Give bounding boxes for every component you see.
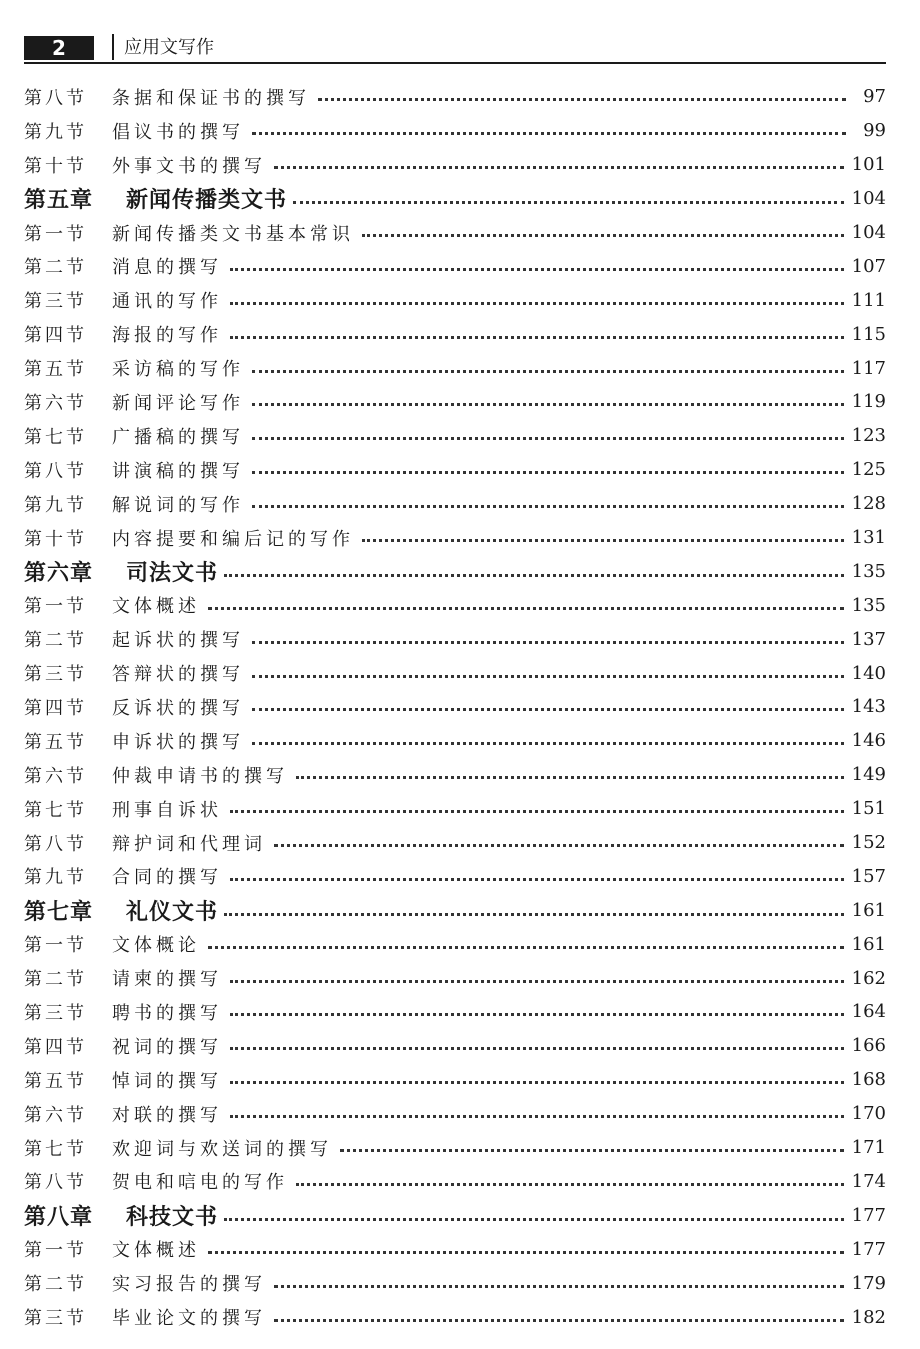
section-number: 第一节 xyxy=(24,1240,87,1262)
dot-leader xyxy=(252,370,844,373)
section-title: 对联的撰写 xyxy=(112,1104,222,1126)
toc-section-entry[interactable] xyxy=(24,724,886,758)
section-number: 第三节 xyxy=(24,1308,87,1329)
toc-page-number: 137 xyxy=(851,628,886,650)
section-title: 贺电和唁电的写作 xyxy=(112,1172,288,1194)
toc-page-number: 101 xyxy=(851,154,886,176)
toc-page-number: 125 xyxy=(851,459,886,481)
section-number: 第四节 xyxy=(24,1036,87,1058)
toc-page-number: 128 xyxy=(851,493,886,515)
dot-leader xyxy=(252,708,844,711)
chapter-number: 第六章 xyxy=(24,559,94,586)
section-title: 倡议书的撰写 xyxy=(112,121,244,143)
section-title: 文体概述 xyxy=(112,1240,200,1262)
toc-section-entry[interactable] xyxy=(24,487,886,521)
section-number: 第十节 xyxy=(24,528,87,550)
section-title: 讲演稿的撰写 xyxy=(112,460,244,482)
toc-section-entry[interactable] xyxy=(24,792,886,826)
chapter-number: 第七章 xyxy=(24,898,94,925)
dot-leader xyxy=(230,1047,844,1050)
toc-page-number: 152 xyxy=(851,832,886,854)
section-number: 第七节 xyxy=(24,426,87,448)
section-title: 起诉状的撰写 xyxy=(112,630,244,652)
section-title: 新闻评论写作 xyxy=(112,392,244,414)
dot-leader xyxy=(252,505,844,508)
toc-section-entry[interactable] xyxy=(24,1131,886,1165)
toc-section-entry[interactable] xyxy=(24,690,886,724)
dot-leader xyxy=(224,574,844,577)
section-title: 新闻传播类文书基本常识 xyxy=(112,223,354,245)
section-title: 申诉状的撰写 xyxy=(112,731,244,753)
section-number: 第四节 xyxy=(24,325,87,347)
toc-page-number: 177 xyxy=(851,1238,886,1260)
toc-page-number: 131 xyxy=(851,527,886,549)
section-number: 第七节 xyxy=(24,1138,87,1160)
toc-section-entry[interactable] xyxy=(24,453,886,487)
section-number: 第六节 xyxy=(24,765,87,787)
section-number: 第五节 xyxy=(24,731,87,753)
section-number: 第八节 xyxy=(24,1172,87,1194)
toc-section-entry[interactable] xyxy=(24,656,886,690)
toc-section-entry[interactable] xyxy=(24,351,886,385)
dot-leader xyxy=(252,675,844,678)
dot-leader xyxy=(252,403,844,406)
toc-section-entry[interactable] xyxy=(24,859,886,893)
toc-page-number: 161 xyxy=(851,933,886,955)
section-title: 答辩状的撰写 xyxy=(112,664,244,686)
toc-page-number: 179 xyxy=(851,1272,886,1294)
toc-page-number: 115 xyxy=(851,323,886,345)
running-header xyxy=(24,34,886,64)
section-number: 第八节 xyxy=(24,460,87,482)
dot-leader xyxy=(252,641,844,644)
section-number: 第三节 xyxy=(24,1002,87,1024)
toc-section-entry[interactable] xyxy=(24,216,886,250)
toc-section-entry[interactable] xyxy=(24,927,886,961)
toc-page-number: 143 xyxy=(851,696,886,718)
toc-page-number: 97 xyxy=(863,86,886,108)
dot-leader xyxy=(274,1285,844,1288)
toc-page-number: 135 xyxy=(851,560,886,582)
dot-leader xyxy=(230,1081,844,1084)
section-title: 合同的撰写 xyxy=(112,867,222,889)
dot-leader xyxy=(362,234,844,237)
section-title: 悼词的撰写 xyxy=(112,1070,222,1092)
section-number: 第九节 xyxy=(24,867,87,889)
dot-leader xyxy=(230,810,844,813)
chapter-title: 新闻传播类文书 xyxy=(126,187,288,214)
dot-leader xyxy=(252,742,844,745)
section-number: 第一节 xyxy=(24,223,87,245)
toc-page-number: 177 xyxy=(851,1204,886,1226)
section-number: 第九节 xyxy=(24,121,87,143)
toc-page-number: 111 xyxy=(851,289,886,311)
section-title: 条据和保证书的撰写 xyxy=(112,87,310,109)
toc-page-number: 162 xyxy=(851,967,886,989)
section-title: 仲裁申请书的撰写 xyxy=(112,765,288,787)
dot-leader xyxy=(252,471,844,474)
section-title: 刑事自诉状 xyxy=(112,799,222,821)
toc-section-entry[interactable] xyxy=(24,622,886,656)
toc-page-number: 99 xyxy=(863,120,886,142)
dot-leader xyxy=(208,1251,844,1254)
toc-page-number: 166 xyxy=(851,1035,886,1057)
chapter-number: 第八章 xyxy=(24,1203,94,1230)
toc-chapter-entry[interactable] xyxy=(24,182,886,216)
toc-section-entry[interactable] xyxy=(24,419,886,453)
toc-page-number: 171 xyxy=(851,1137,886,1159)
section-title: 请柬的撰写 xyxy=(112,969,222,991)
dot-leader xyxy=(230,302,844,305)
toc-page-number: 149 xyxy=(851,764,886,786)
section-title: 内容提要和编后记的写作 xyxy=(112,528,354,550)
toc-page-number: 146 xyxy=(851,730,886,752)
page-number: 2 xyxy=(24,36,94,60)
section-title: 外事文书的撰写 xyxy=(112,155,266,177)
toc-page-number: 140 xyxy=(851,662,886,684)
dot-leader xyxy=(230,1115,844,1118)
toc-page-number: 104 xyxy=(851,222,886,243)
section-number: 第二节 xyxy=(24,969,87,991)
toc-page-number: 157 xyxy=(851,865,886,887)
section-number: 第七节 xyxy=(24,799,87,821)
section-number: 第八节 xyxy=(24,87,87,109)
section-number: 第十节 xyxy=(24,155,87,177)
dot-leader xyxy=(296,1183,844,1186)
toc-section-entry[interactable] xyxy=(24,995,886,1029)
dot-leader xyxy=(274,166,844,169)
section-title: 毕业论文的撰写 xyxy=(112,1308,266,1329)
toc-section-entry[interactable] xyxy=(24,317,886,351)
header-divider xyxy=(112,34,114,60)
toc-page-number: 174 xyxy=(851,1170,886,1192)
toc-section-entry[interactable] xyxy=(24,114,886,148)
section-title: 采访稿的写作 xyxy=(112,359,244,381)
section-number: 第六节 xyxy=(24,1104,87,1126)
toc-section-entry[interactable] xyxy=(24,249,886,283)
section-number: 第三节 xyxy=(24,664,87,686)
dot-leader xyxy=(208,607,844,610)
table-of-contents xyxy=(24,80,886,1334)
toc-page-number: 182 xyxy=(851,1306,886,1328)
dot-leader xyxy=(230,878,844,881)
dot-leader xyxy=(230,336,844,339)
chapter-number: 第五章 xyxy=(24,187,94,214)
toc-section-entry[interactable] xyxy=(24,1300,886,1334)
dot-leader xyxy=(224,913,844,916)
section-title: 聘书的撰写 xyxy=(112,1002,222,1024)
toc-section-entry[interactable] xyxy=(24,80,886,114)
toc-chapter-entry[interactable] xyxy=(24,1198,886,1232)
section-title: 文体概论 xyxy=(112,935,200,957)
toc-page-number: 119 xyxy=(851,391,886,413)
section-number: 第二节 xyxy=(24,630,87,652)
toc-chapter-entry[interactable] xyxy=(24,554,886,588)
dot-leader xyxy=(252,132,846,135)
dot-leader xyxy=(340,1149,844,1152)
toc-section-entry[interactable] xyxy=(24,385,886,419)
toc-section-entry[interactable] xyxy=(24,826,886,860)
toc-page-number: 117 xyxy=(851,357,886,379)
toc-page-number: 104 xyxy=(851,188,886,210)
section-number: 第二节 xyxy=(24,257,87,279)
section-number: 第六节 xyxy=(24,392,87,414)
dot-leader xyxy=(296,776,844,779)
dot-leader xyxy=(230,1013,844,1016)
toc-section-entry[interactable] xyxy=(24,758,886,792)
toc-section-entry[interactable] xyxy=(24,1063,886,1097)
toc-section-entry[interactable] xyxy=(24,1029,886,1063)
section-title: 通讯的写作 xyxy=(112,291,222,313)
section-title: 广播稿的撰写 xyxy=(112,426,244,448)
section-title: 解说词的写作 xyxy=(112,494,244,516)
section-number: 第五节 xyxy=(24,1070,87,1092)
toc-section-entry[interactable] xyxy=(24,283,886,317)
chapter-title: 科技文书 xyxy=(126,1203,219,1230)
toc-page-number: 170 xyxy=(851,1103,886,1125)
toc-page-number: 135 xyxy=(851,594,886,616)
section-title: 文体概述 xyxy=(112,596,200,618)
toc-page-number: 168 xyxy=(851,1069,886,1091)
toc-section-entry[interactable] xyxy=(24,1165,886,1199)
toc-page-number: 107 xyxy=(851,255,886,277)
section-title: 实习报告的撰写 xyxy=(112,1274,266,1296)
section-number: 第三节 xyxy=(24,291,87,313)
toc-section-entry[interactable] xyxy=(24,961,886,995)
toc-chapter-entry[interactable] xyxy=(24,893,886,927)
dot-leader xyxy=(208,946,844,949)
dot-leader xyxy=(318,98,846,101)
toc-section-entry[interactable] xyxy=(24,1232,886,1266)
toc-section-entry[interactable] xyxy=(24,1266,886,1300)
section-number: 第九节 xyxy=(24,494,87,516)
dot-leader xyxy=(230,980,844,983)
chapter-title: 礼仪文书 xyxy=(126,898,219,925)
section-title: 祝词的撰写 xyxy=(112,1036,222,1058)
section-title: 消息的撰写 xyxy=(112,257,222,279)
toc-page-number: 161 xyxy=(851,899,886,921)
section-title: 海报的写作 xyxy=(112,325,222,347)
toc-section-entry[interactable] xyxy=(24,588,886,622)
section-title: 辩护词和代理词 xyxy=(112,833,266,855)
dot-leader xyxy=(274,1319,844,1322)
section-title: 欢迎词与欢送词的撰写 xyxy=(112,1138,332,1160)
chapter-title: 司法文书 xyxy=(126,559,219,586)
section-number: 第八节 xyxy=(24,833,87,855)
dot-leader xyxy=(224,1218,844,1221)
toc-page-number: 123 xyxy=(851,425,886,447)
section-number: 第二节 xyxy=(24,1274,87,1296)
toc-section-entry[interactable] xyxy=(24,148,886,182)
toc-page-number: 164 xyxy=(851,1001,886,1023)
dot-leader xyxy=(274,844,844,847)
dot-leader xyxy=(293,201,844,204)
section-number: 第四节 xyxy=(24,697,87,719)
book-title: 应用文写作 xyxy=(124,37,214,58)
section-number: 第五节 xyxy=(24,359,87,381)
toc-section-entry[interactable] xyxy=(24,1097,886,1131)
section-title: 反诉状的撰写 xyxy=(112,697,244,719)
dot-leader xyxy=(252,437,844,440)
dot-leader xyxy=(230,268,844,271)
toc-page-number: 151 xyxy=(851,798,886,820)
section-number: 第一节 xyxy=(24,935,87,957)
section-number: 第一节 xyxy=(24,596,87,618)
dot-leader xyxy=(362,539,844,542)
toc-section-entry[interactable] xyxy=(24,521,886,555)
